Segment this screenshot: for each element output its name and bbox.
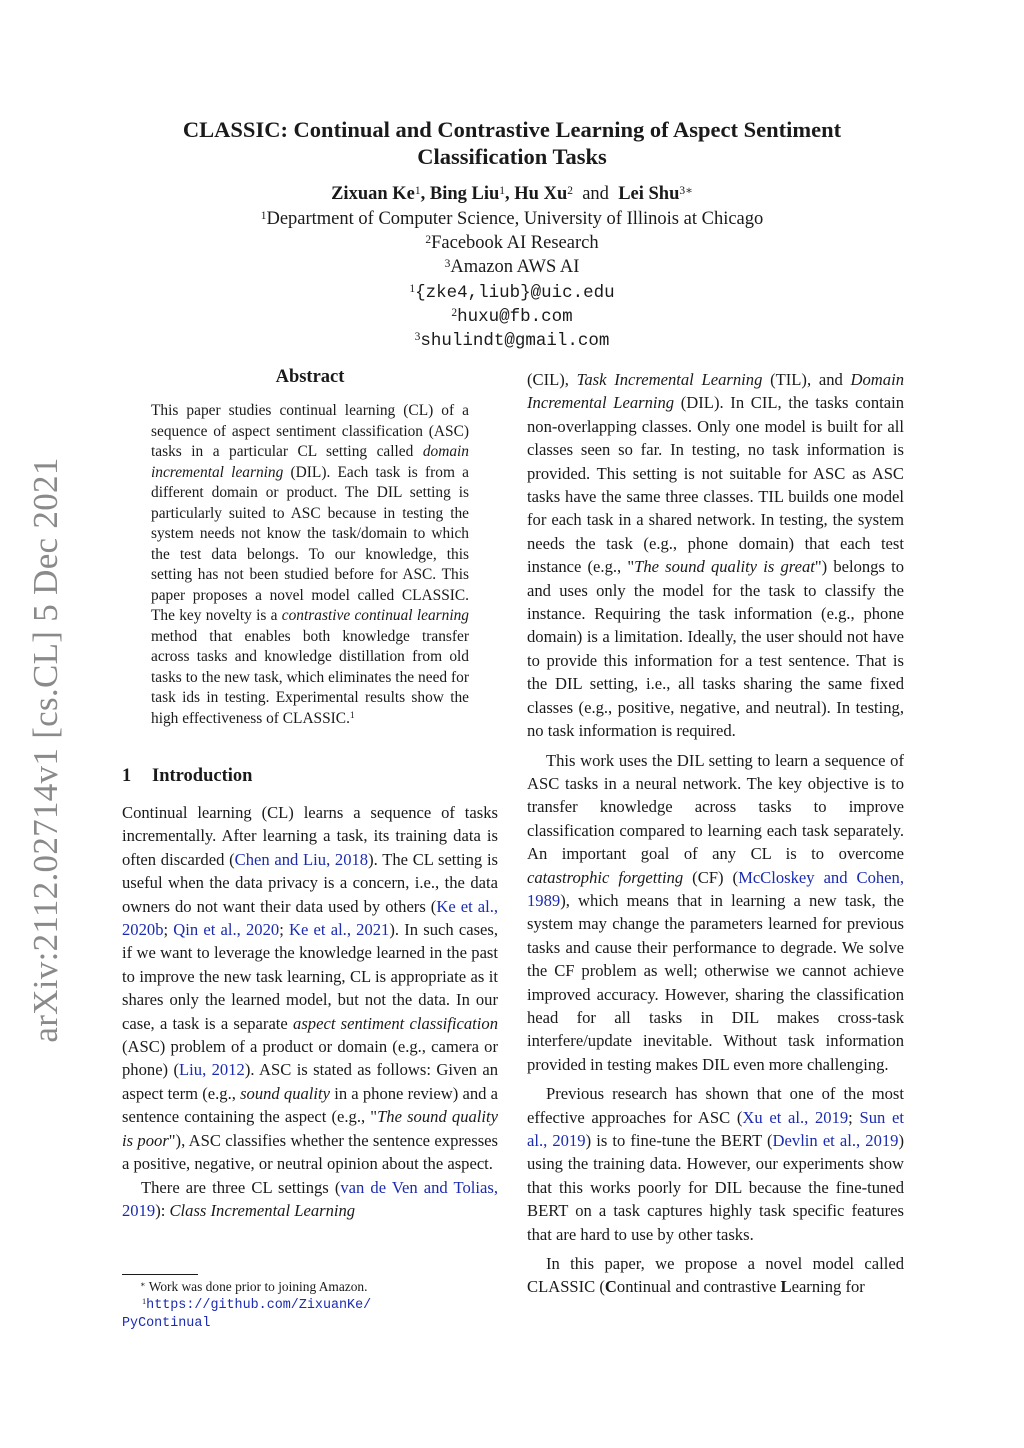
left-column-text [122,801,498,1222]
citation-link[interactable]: van de Ven and Tolias, 2019 [122,1177,498,1220]
citation-link[interactable]: Qin et al., 2020 [173,920,280,940]
author-name: Hu Xu [514,184,568,204]
right-column-text [527,368,904,1299]
footnote: ∗ Work was done prior to joining Amazon. [140,1279,368,1294]
author-name: Zixuan Ke [331,184,415,204]
citation-link[interactable]: McCloskey and Cohen, 1989 [527,867,904,910]
citation-link[interactable]: Xu et al., 2019 [742,1107,849,1127]
email: $^3$shulindt@gmail.com [414,331,610,351]
affiliation: $^3$Amazon AWS AI [444,257,580,277]
citation-link[interactable]: Ke et al., 2020b [122,896,498,940]
author-mark: 1 [414,185,421,198]
paragraph: This work uses the DIL setting to learn a sequence of ASC tasks in a neural network. The key objective is to transfer knowledge across tasks to improve classification compared to learning each task separately. An important goal of any CL is to overcome catastrophic forgetting (CF) (McCloskey and Cohen, 1989), which means that in learning a new task, the system may change the parameters learned for previous tasks and cause their performance to degrade. We solve the CF problem as well; otherwise we cannot achieve improved accuracy. However, sharing the classification head for all tasks in DIL makes cross-task interfere/update inevitable. Without task information provided in testing makes DIL even more challenging. [527,750,904,1074]
affiliation: $^1$Department of Computer Science, University of Illinois at Chicago [260,209,764,229]
github-link[interactable]: PyContinual [122,1316,211,1331]
paragraph: (CIL), Task Incremental Learning (TIL), and Domain Incremental Learning (DIL). In CIL, the tasks contain non-overlapping classes. Only one model is built for all classes seen so far. In testing, no task information is provided. This setting is not suitable for ASC as ASC tasks have the same three classes. TIL builds one model for each task in a shared network. In testing, the system needs the task (e.g., phone domain) that each test instance (e.g., "The sound quality is great") belongs to and uses only the model for the task to classify the instance. Requiring the task information (e.g., phone domain) is a limitation. Ideally, the user should not have to provide this information for a test sentence. That is the DIL setting, i.e., all tasks sharing the same fixed classes (e.g., positive, negative, and neutral). In testing, no task information is required. [527,370,905,741]
abstract-body: This paper studies continual learning (CL) of a sequence of aspect sentiment classification (ASC) tasks in a particular CL setting called domain incremental learning (DIL). Each task is from a different domain or product. The DIL setting is particularly suited to ASC because in testing the system needs not know the task/domain to which the test data belongs. To our knowledge, this setting has not been studied before for ASC. This paper proposes a novel model called CLASSIC. The key novelty is a contrastive continual learning method that enables both knowledge transfer across tasks and knowledge distillation from old tasks to the new task, which eliminates the need for task ids in testing. Experimental results show the high effectiveness of CLASSIC.$^1$ [151,402,470,727]
author-name: Bing Liu [429,184,500,204]
author-name: Lei Shu [618,184,680,204]
author-mark: 3∗ [679,185,693,198]
paragraph: Previous research has shown that one of the most effective approaches for ASC (Xu et al., 2019; Sun et al., 2019) is to fine-tune the BERT (Devlin et al., 2019) using the training data. However, our experiments show that this works poorly for DIL because the fine-tuned BERT on a task captures highly task specific features that are hard to use by other tasks. [527,1084,905,1244]
citation-link[interactable]: Devlin et al., 2019 [772,1131,899,1150]
author-list: Zixuan Ke$^1$, Bing Liu$^1$, Hu Xu$^2$ and Lei Shu$^{3∗}$ [331,184,693,204]
github-link[interactable]: https://github.com/ZixuanKe/ [146,1298,372,1313]
affiliation: $^2$Facebook AI Research [425,233,599,253]
footnote: $^1$https://github.com/ZixuanKe/ [142,1296,372,1313]
section-heading: 1 Introduction [122,766,253,786]
footnote-rule [122,1274,198,1275]
citation-link[interactable]: Ke et al., 2021 [289,920,390,940]
author-mark: 1 [499,185,506,198]
paragraph: There are three CL settings (van de Ven and Tolias, 2019): Class Incremental Learning [122,1177,498,1220]
footnote-ref[interactable]: 1 [349,710,355,722]
paper-title: CLASSIC: Continual and Contrastive Learning of Aspect Sentiment Classification Tasks [182,117,842,169]
footnote-continued [122,1313,498,1332]
email: $^2$huxu@fb.com [451,307,573,327]
paragraph: Continual learning (CL) learns a sequence of tasks incrementally. After learning a task, its training data is often discarded (Chen and Liu, 2018). The CL setting is useful when the data privacy is a concern, i.e., the data owners do not want their data used by others (Ke et al., 2020b; Qin et al., 2020; Ke et al., 2021). In such cases, if we want to leverage the knowledge learned in the past to improve the new task learning, CL is appropriate as it shares only the learned model, but not the data. In our case, a task is a separate aspect sentiment classification (ASC) problem of a product or domain (e.g., camera or phone) (Liu, 2012). ASC is stated as follows: Given an aspect term (e.g., sound quality in a phone review) and a sentence containing the aspect (e.g., "The sound quality is poor"), ASC classifies whether the sentence expresses a positive, negative, or neutral opinion about the aspect. [122,803,499,1174]
citation-link[interactable]: Sun et al., 2019 [527,1107,904,1150]
arxiv-id: arXiv:2112.02714v1 [cs.CL] 5 Dec 2021 [26,457,65,1043]
arxiv-side-label [16,457,76,1043]
author-mark: 2 [567,185,573,198]
citation-link[interactable]: Liu, 2012 [179,1060,245,1080]
citation-link[interactable]: Chen and Liu, 2018 [234,849,369,869]
paragraph: In this paper, we propose a novel model called CLASSIC (Continual and contrastive Learning for [527,1254,904,1297]
author-and: and [582,184,609,204]
email: $^1${zke4,liub}@uic.edu [409,283,615,303]
abstract-heading: Abstract [275,367,345,387]
